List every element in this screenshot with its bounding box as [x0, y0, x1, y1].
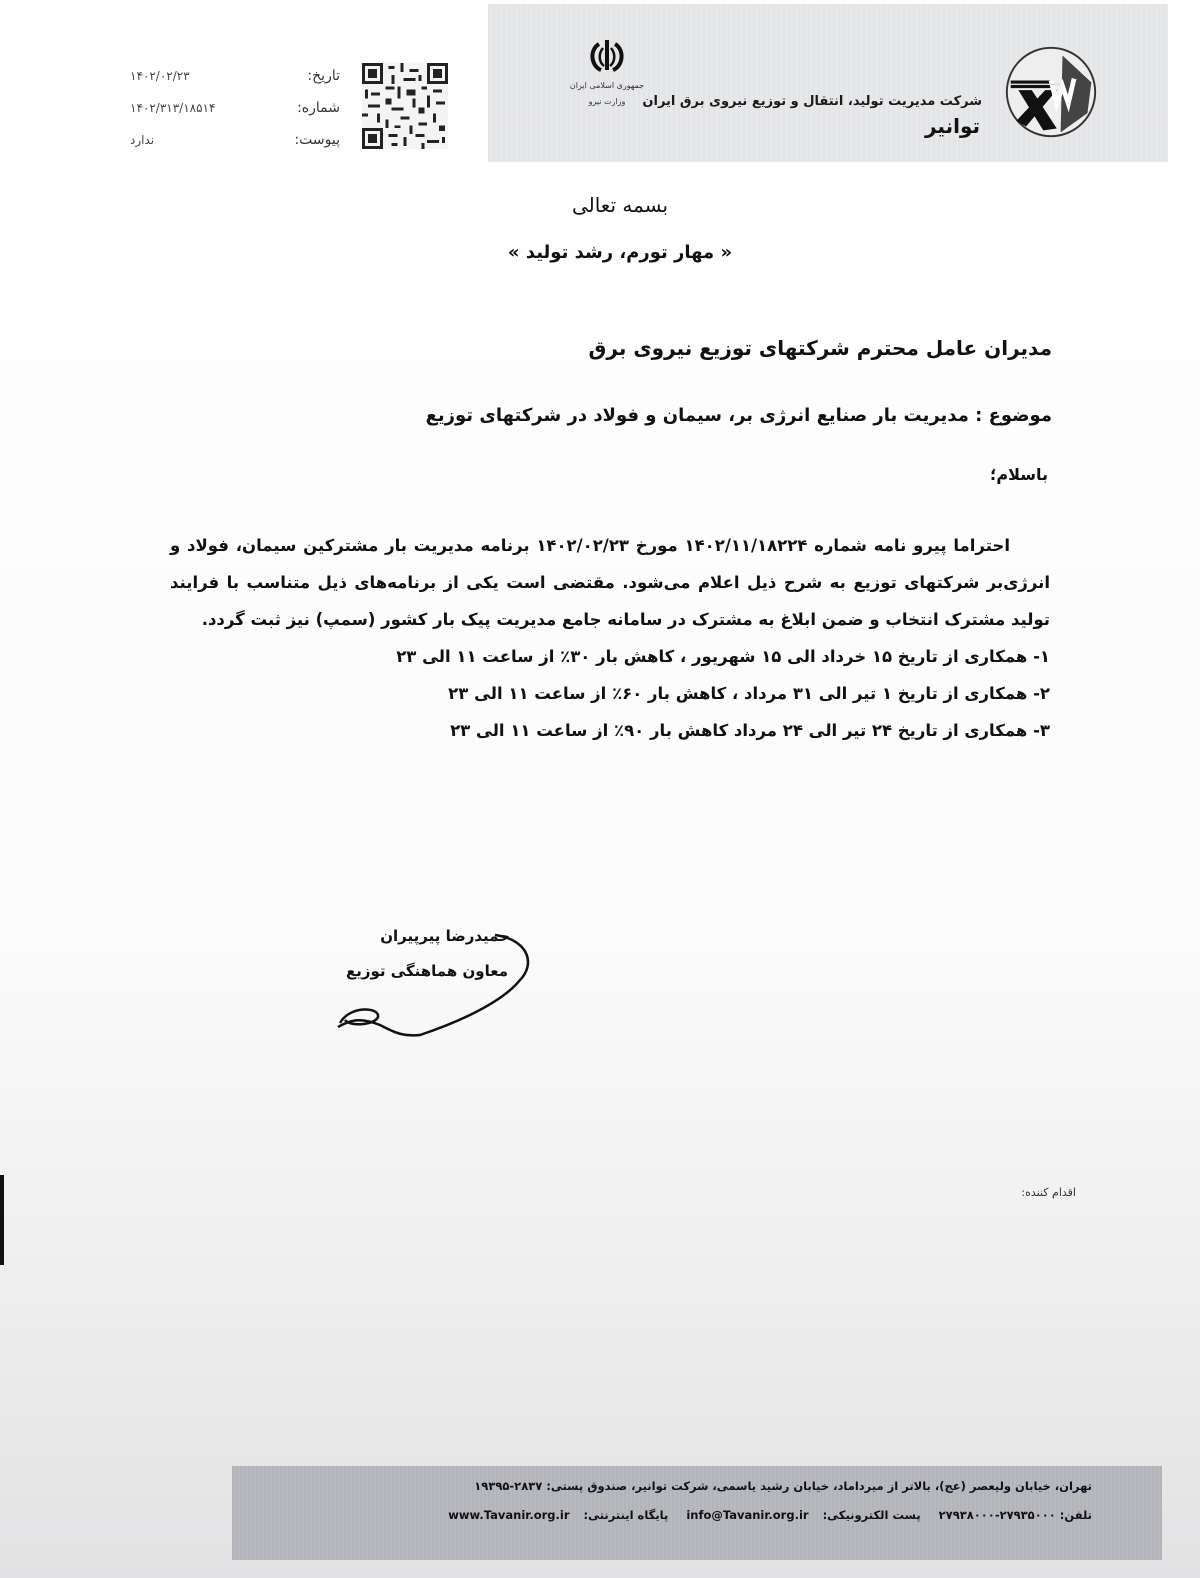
state-emblem: [562, 36, 652, 108]
company-short-name: توانیر: [924, 114, 980, 138]
footer-phone: تلفن: ۲۷۹۳۵۰۰۰-۲۷۹۳۸۰۰۰: [938, 1508, 1092, 1522]
body-paragraph: احتراما پیرو نامه شماره ۱۴۰۲/۱۱/۱۸۲۲۴ مورخ ۱۴۰۲/۰۲/۲۳ برنامه مدیریت بار مشترکین سیمان، فولاد و انرژی‌بر شرکتهای توزیع به شرح ذیل اعلام می‌شود. مقتضی است یکی از برنامه‌های ذیل متناسب با فرایند تولید مشترک انتخاب و ضمن ابلاغ به مشترک در سامانه جامع مدیریت پیک بار کشور (سمپ) نیز ثبت گردد.: [170, 535, 1050, 629]
footer-website-label: پایگاه اینترنتی:: [583, 1508, 669, 1522]
addressee: مدیران عامل محترم شرکتهای توزیع نیروی برق: [588, 336, 1052, 360]
attachment-value: ندارد: [130, 133, 155, 147]
number-value: ۱۴۰۲/۳۱۳/۱۸۵۱۴: [130, 101, 216, 115]
date-value: ۱۴۰۲/۰۲/۲۳: [130, 69, 190, 83]
footer-address: تهران، خیابان ولیعصر (عج)، بالاتر از میرداماد، خیابان رشید یاسمی، شرکت توانیر، صندوق پستی: ۲۸۳۷-۱۹۳۹۵: [474, 1479, 1092, 1493]
letter-meta: [130, 60, 340, 156]
attachment-row: [130, 124, 340, 156]
program-item-1: ۱- همکاری از تاریخ ۱۵ خرداد الی ۱۵ شهریور ، کاهش بار ۳۰٪ از ساعت ۱۱ الی ۲۳: [396, 647, 1050, 666]
footer-contacts: [434, 1508, 1092, 1522]
tavanir-logo-icon: [1003, 44, 1099, 140]
number-row: [130, 92, 340, 124]
program-list: [396, 638, 1050, 749]
attachment-label: پیوست:: [294, 132, 340, 148]
year-slogan: « مهار تورم، رشد تولید »: [507, 242, 733, 263]
emblem-text-line2: وزارت نیرو: [588, 97, 626, 106]
subject-line: موضوع : مدیریت بار صنایع انرژی بر، سیمان و فولاد در شرکتهای توزیع: [425, 405, 1052, 426]
number-label: شماره:: [297, 100, 340, 116]
footer-email-link[interactable]: info@Tavanir.org.ir: [686, 1508, 809, 1522]
signatory-title: معاون هماهنگی توزیع: [345, 962, 508, 980]
bismillah-heading: بسمه تعالی: [571, 193, 669, 217]
program-item-3: ۳- همکاری از تاریخ ۲۴ تیر الی ۲۴ مرداد کاهش بار ۹۰٪ از ساعت ۱۱ الی ۲۳: [450, 721, 1050, 740]
greeting: باسلام؛: [989, 465, 1048, 484]
footer-website-link[interactable]: www.Tavanir.org.ir: [448, 1508, 570, 1522]
date-label: تاریخ:: [307, 68, 340, 84]
page-edge-mark: [0, 1175, 4, 1265]
iran-emblem-icon: [587, 36, 627, 76]
qr-code[interactable]: [362, 63, 448, 149]
date-row: [130, 60, 340, 92]
company-name: شرکت مدیریت تولید، انتقال و توزیع نیروی برق ایران: [642, 94, 982, 109]
program-item-2: ۲- همکاری از تاریخ ۱ تیر الی ۳۱ مرداد ، کاهش بار ۶۰٪ از ساعت ۱۱ الی ۲۳: [448, 684, 1050, 703]
emblem-text-line1: جمهوری اسلامی ایران: [569, 81, 645, 90]
footer-email-label: پست الکترونیکی:: [822, 1508, 921, 1522]
signatory-name: حمیدرضا پیرپیران: [380, 927, 510, 945]
action-by-label: اقدام کننده:: [1021, 1186, 1076, 1199]
